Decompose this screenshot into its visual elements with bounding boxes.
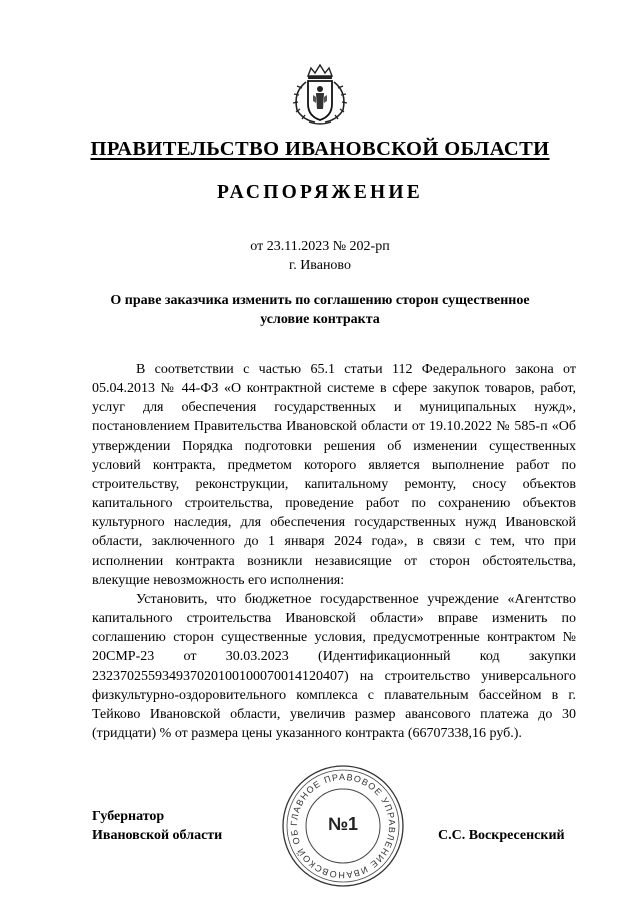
document-body: [92, 360, 576, 743]
document-meta: [248, 237, 392, 275]
subject-line-1: О праве заказчика изменить по соглашению сторон существенное: [110, 293, 530, 308]
signatory-name: С.С. Воскресенский: [438, 828, 565, 843]
date-number: от 23.11.2023 № 202-рп: [250, 239, 390, 254]
body-paragraph-1: В соответствии с частью 65.1 статьи 112 Федерального закона от 05.04.2013 № 44-ФЗ «О контрактной системе в сфере закупок товаров, работ, услуг для обеспечения государственных и муниципальных нужд», постановлением Правительства Ивановской области от 19.10.2022 № 585-п «Об утверждении Порядка подготовки решения об изменении существенных условий контракта, предметом которого является выполнение работ по строительству, реконструкции, капитальному ремонту, сносу объектов капитального строительства, проведение работ по сохранению объектов культурного наследия, для обеспечения государственных нужд Ивановской области, заключенного до 1 января 2024 года», в связи с тем, что при исполнении контракта возникли независящие от сторон обстоятельства, влекущие невозможность его исполнения:: [92, 362, 576, 588]
body-paragraph-2: Установить, что бюджетное государственное учреждение «Агентство капитального строительства Ивановской области» вправе изменить по соглашению сторон существенные условия, предусмотренные контрактом № 20СМР-23 от 30.03.2023 (Идентификационный код закупки 232370255934937020100100070014120407) на строительство универсального физкультурно-оздоровительного комплекса с плавательным бассейном в г. Тейково Ивановской области, увеличив размер авансового платежа до 30 (тридцати) % от размера цены указанного контракта (66707338,16 руб.).: [92, 591, 576, 741]
signatory-title: [92, 807, 222, 845]
signatory-title-line-1: Губернатор: [92, 809, 165, 824]
signatory-title-line-2: Ивановской области: [92, 828, 223, 843]
stamp: [280, 763, 406, 889]
city: г. Иваново: [289, 258, 351, 273]
subject-line-2: условие контракта: [260, 312, 380, 327]
document-type: РАСПОРЯЖЕНИЕ: [217, 182, 423, 203]
document-subject: [90, 291, 550, 329]
coat-of-arms-icon: [287, 62, 353, 128]
stamp-number: №1: [327, 814, 359, 834]
stamp-ring-text: ГЛАВНОЕ ПРАВОВОЕ УПРАВЛЕНИЕ ИВАНОВСКОЙ ОБ: [288, 771, 398, 881]
government-title: ПРАВИТЕЛЬСТВО ИВАНОВСКОЙ ОБЛАСТИ: [90, 138, 550, 160]
